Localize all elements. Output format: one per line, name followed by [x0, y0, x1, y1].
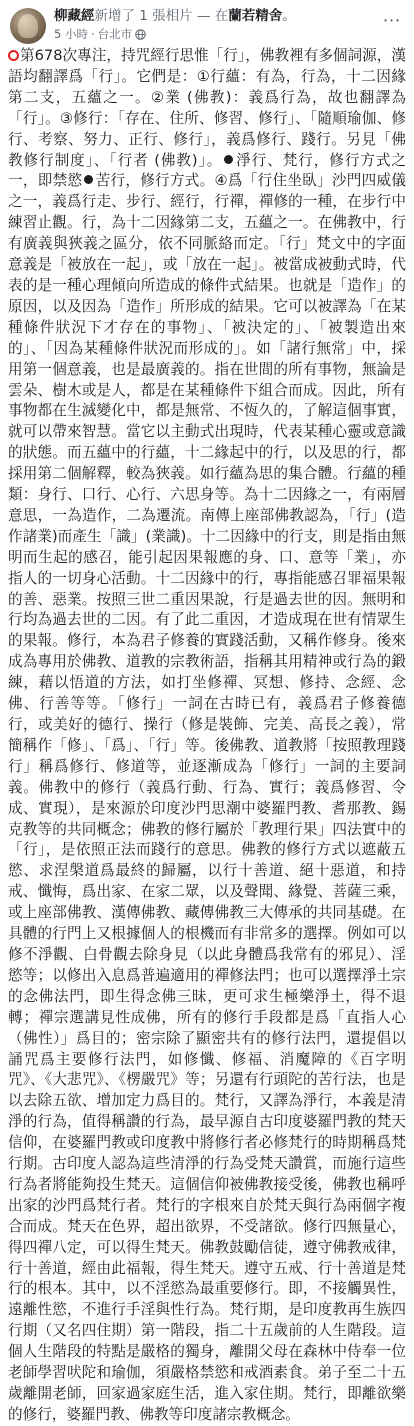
headline: [54, 8, 380, 25]
author-name[interactable]: 柳藏經: [54, 8, 95, 24]
more-icon[interactable]: ⋯: [382, 9, 402, 31]
bullet-icon: [84, 175, 93, 184]
bullet-icon: [224, 155, 233, 164]
meta-separator: ·: [90, 27, 95, 41]
post-text: [8, 46, 406, 1426]
avatar[interactable]: [10, 8, 46, 44]
red-circle-icon: [8, 50, 19, 61]
post-action: 新增了 1 張相片 — 在: [94, 8, 229, 24]
post-header: [0, 0, 414, 40]
post-time[interactable]: 5 小時: [54, 27, 88, 41]
post-location[interactable]: 台北市: [97, 27, 133, 41]
post-text-part-1: 第678次專注，持咒經行思惟「行」，佛教裡有多個詞源，漢語均翻譯爲「行」。它們是：①行蘊：有為，行為，十二因緣第二支，五蘊之一。②業 (佛教)：義爲行為，故也翻譯為「行」。③修行：「存在、住所、修習、修行」、「隨順瑜伽、修行、考察、努力、正行、修行」，義爲修行、踐行。另見「佛教修行制度」、「行者 (佛教)」。: [8, 47, 406, 169]
post-meta: [54, 26, 380, 43]
page-link[interactable]: 蘭若精舍: [228, 8, 283, 24]
post-text-part-3: 苦行，修行方式。④爲「行住坐臥」沙門四威儀之一，義爲行走、步行、經行，行禪，禪修的一種，在步行中練習止觀。行，為十二因緣第二支，五蘊之一。在佛教中，行有廣義與狹義之區分，依不同脈絡而定。「行」梵文中的字面意義是「被放在一起」，或「放在一起」。被當成被動式時，代表的是一種心理傾向所造成的條件式結果。也就是「造作」的原因，以及因為「造作」所形成的結果。它可以被譯為「在某種條件狀況下才存在的事物」、「被決定的」、「被製造出來的」、「因為某種條件狀況而形成的」。如「諸行無常」中，採用第一個意義，也是最廣義的。指在世間的所有事物，無論是雲朵、樹木或是人，都是在某種條件下組合而成。因此，所有事物都在生滅變化中，都是無常、不恆久的，了解這個事實，就可以帶來智慧。當它以主動式出現時，代表某種心靈或意識的狀態。而五蘊中的行蘊，十二緣起中的行，以及思的行，都採用第二個解釋，較為狹義。如行蘊為思的集合體。行蘊的種類：身行、口行、心行、六思身等。為十二因緣之一，有兩層意思，一為造作，二為遷流。南傳上座部佛教認為，「行」(造作諸業)而產生「識」(業識)。十二因緣中的行支，則是指由無明而生起的感召，能引起因果報應的身、口、意等「業」，亦指人的一切身心活動。十二因緣中的行，專指能感召罪福果報的善、惡業。按照三世二重因果說，行是過去世的因。無明和行均為過去世的二因。有了此二重因，才造成現在世有情眾生的果報。修行，本為君子修養的實踐活動，又稱作修身。後來成為專用於佛教、道教的宗教術語，指稱其用精神或行為的鍛練，藉以悟道的方法，如打坐修禪、冥想、修持、念經、念佛、行善等等。「修行」一詞在古時已有，義爲君子修養德行，或美好的德行、操行（修是裝飾、完美、高長之義），常簡稱作「修」、「爲」、「行」等。後佛教、道教將「按照教理踐行」稱爲修行、修道等，並逐漸成為「修行」一詞的主要詞義。佛教中的修行（義爲行動、行為、實行；義爲修習、令成、實現），是來源於印度沙門思潮中婆羅門教、耆那教、錫克教等的共同概念；佛教的修行屬於「教理行果」四法實中的「行」，是依照正法而踐行的意思。佛教的修行方式以遮蔽五慾、求涅槃道爲最終的歸屬，以行十善道、絕十惡道，和持戒、懺悔，爲出家、在家二眾，以及聲聞、緣覺、菩薩三乘，或上座部佛教、漢傳佛教、藏傳佛教三大傳承的共同基礎。在具體的行門上又根據個人的根機而有非常多的選擇。例如可以修不淨觀、白骨觀去除身見（以此身體爲我常有的邪見）、淫慾等；以修出入息爲普遍適用的禪修法門；也可以選擇淨土宗的念佛法門，即生得念佛三昧，更可求生極樂淨土，得不退轉；禪宗選講見性成佛，所有的修行手段都是爲「直指人心（佛性）」爲目的；密宗除了顯密共有的修行法門，還提倡以誦咒爲主要修行法門，如修懺、修福、消魔障的《百字明咒》、《大悲咒》、《楞嚴咒》等；另還有行頭陀的苦行法，也是以去除五欲、增加定力爲目的。梵行，又譯為淨行，本義是清淨的行為，值得稱讚的行為，最早源自古印度婆羅門教的梵天信仰，在婆羅門教或印度教中將修行者必修梵行的時期稱爲梵行期。古印度人認為這些清淨的行為受梵天讚賞，而施行這些行為者將能夠投生梵天。這個信仰被佛教接受後，佛教也稱呼出家的沙門爲梵行者。梵行的字根來自於梵天與行為兩個字複合而成。梵天在色界，超出欲界，不受諸欲。修行四無量心，得四禪八定，可以得生梵天。佛教鼓勵信徒，遵守佛教戒律，行十善道，經由此福報，得生梵天。遵守五戒、行十善道是梵行的根本。其中，以不淫慾為最重要修行。即，不接觸異性，遠離性慾，不進行手淫與性行為。梵行期，是印度教再生族四行期（又名四住期）第一階段，指二十五歲前的人生階段。這個人生階段的特點是嚴格的獨身，離開父母在森林中侍奉一位老師學習吠陀和瑜伽，須嚴格禁慾和戒酒素食。弟子至二十五歲離開老師，回家過家庭生活，進入家住期。梵行，即離欲樂的修行，婆羅門教、佛教等印度諸宗教概念。: [8, 172, 406, 1423]
post-body: [0, 40, 414, 1426]
headline-period: 。: [282, 8, 296, 24]
post-text-part-2: 淨行、梵行，修行方式之一，即禁慾: [8, 151, 406, 190]
post-header-text: [54, 8, 380, 43]
globe-icon: [135, 29, 146, 40]
